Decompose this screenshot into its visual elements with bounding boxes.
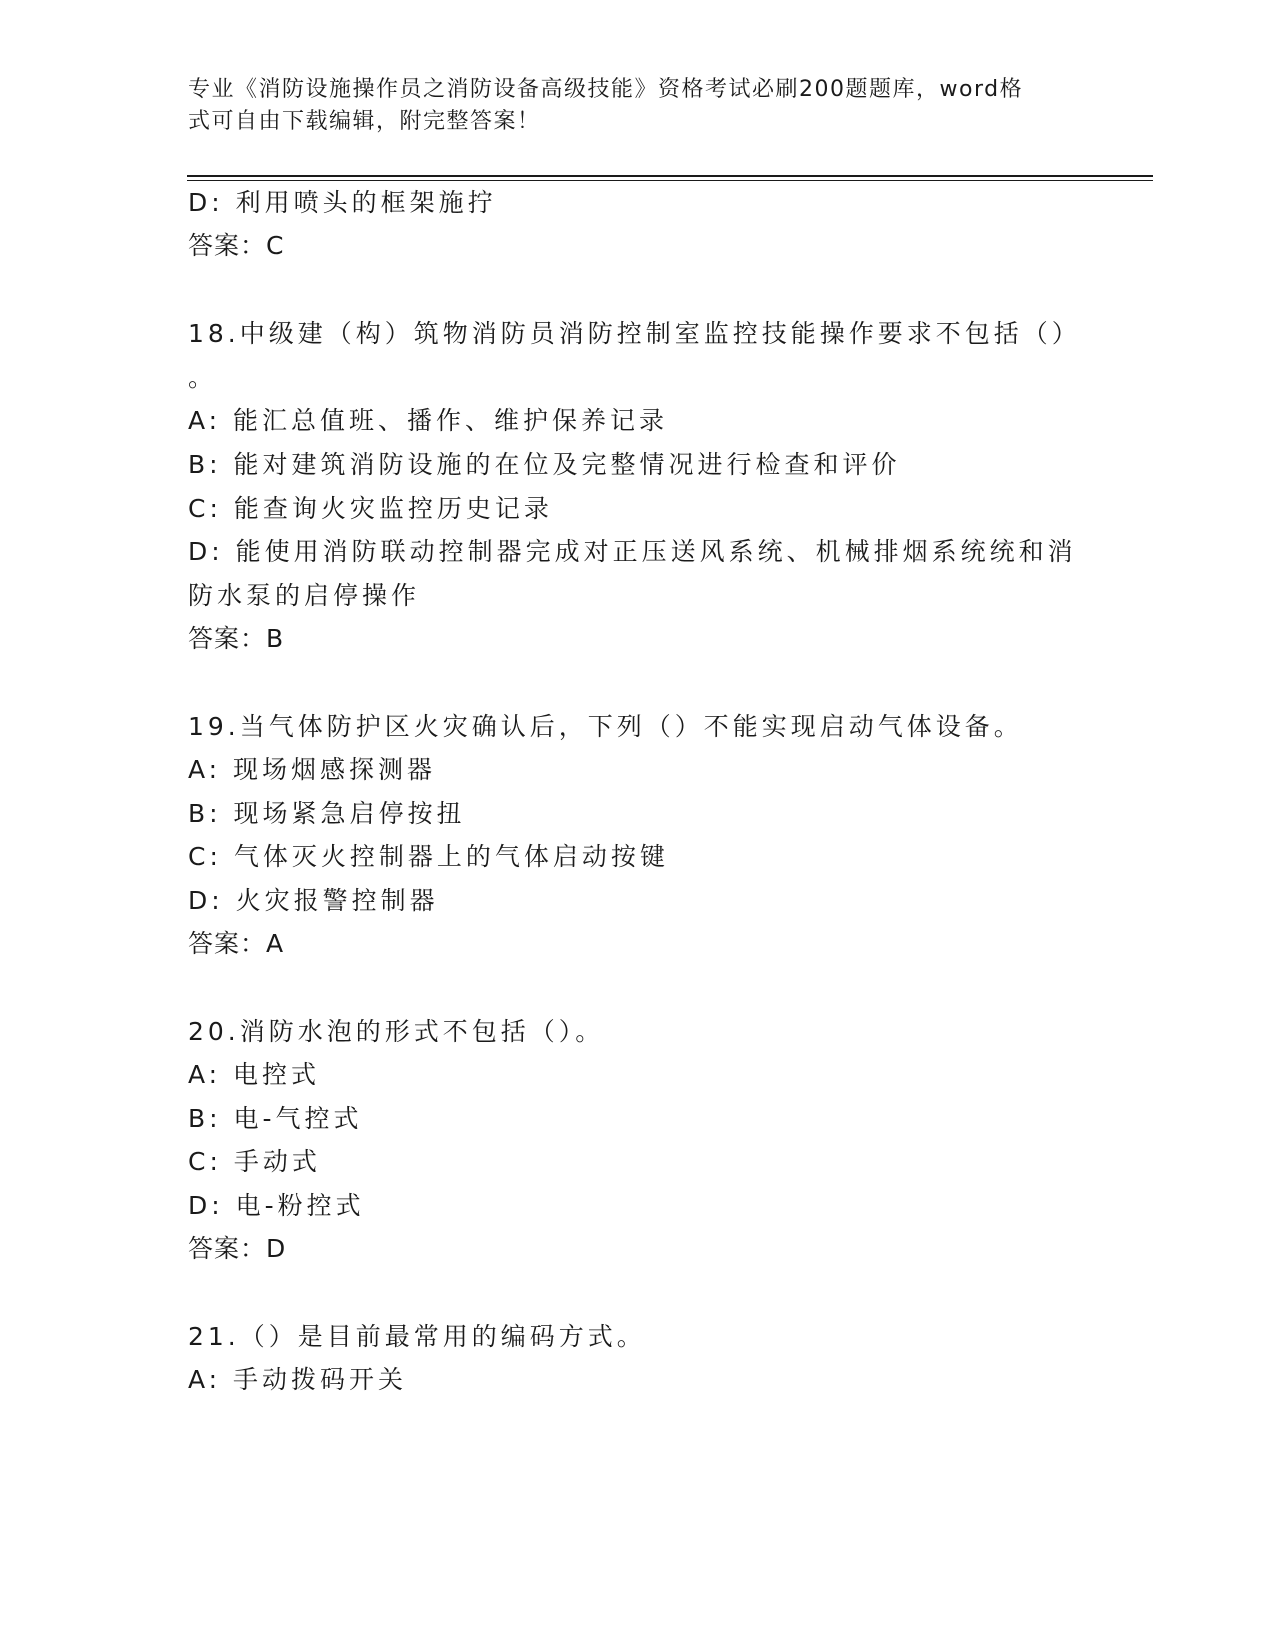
q19-option-a: A: 现场烟感探测器 [188, 755, 437, 784]
q19-option-b: B: 现场紧急启停按扭 [188, 799, 466, 828]
q17-answer: 答案：C [188, 231, 285, 260]
q18-option-d: D: 能使用消防联动控制器完成对正压送风系统、机械排烟系统统和消 [188, 537, 1077, 566]
q20-option-c: C: 手动式 [188, 1147, 321, 1176]
q20-answer: 答案：D [188, 1234, 287, 1263]
document-header [188, 74, 1068, 138]
q20-option-b: B: 电-气控式 [188, 1104, 363, 1133]
q18-option-c: C: 能查询火灾监控历史记录 [188, 494, 553, 523]
header-line-1: 专业《消防设施操作员之消防设备高级技能》资格考试必刷200题题库，word格 [188, 77, 1024, 102]
q18-stem-continued: 。 [188, 363, 218, 392]
q18-option-a: A: 能汇总值班、播作、维护保养记录 [188, 406, 669, 435]
q20-option-d: D: 电-粉控式 [188, 1191, 365, 1220]
q18-option-d-continued: 防水泵的启停操作 [188, 581, 421, 610]
header-line-2: 式可自由下载编辑，附完整答案！ [188, 109, 541, 134]
q17-option-d: D: 利用喷头的框架施拧 [188, 188, 497, 217]
q19-option-c: C: 气体灭火控制器上的气体启动按键 [188, 842, 669, 871]
q18-answer: 答案：B [188, 624, 285, 653]
header-divider-thick [187, 175, 1153, 177]
q20-stem: 20.消防水泡的形式不包括（）。 [188, 1017, 605, 1046]
q20-option-a: A: 电控式 [188, 1060, 321, 1089]
header-divider-thin [187, 180, 1153, 181]
q21-option-a: A: 手动拨码开关 [188, 1365, 408, 1394]
q21-stem: 21.（）是目前最常用的编码方式。 [188, 1322, 646, 1351]
q19-option-d: D: 火灾报警控制器 [188, 886, 439, 915]
q18-stem: 18.中级建（构）筑物消防员消防控制室监控技能操作要求不包括（） [188, 319, 1081, 348]
q18-option-b: B: 能对建筑消防设施的在位及完整情况进行检查和评价 [188, 450, 901, 479]
q19-stem: 19.当气体防护区火灾确认后，下列（）不能实现启动气体设备。 [188, 712, 1023, 741]
q19-answer: 答案：A [188, 929, 285, 958]
